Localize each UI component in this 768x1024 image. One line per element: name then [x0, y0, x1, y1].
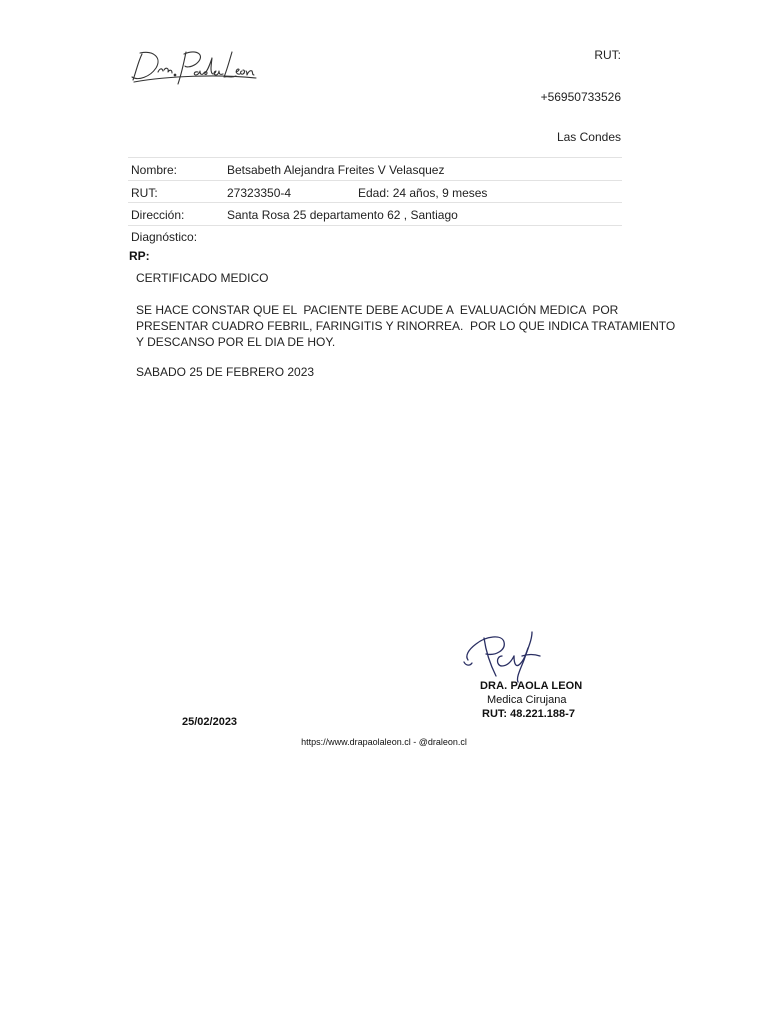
table-divider [128, 225, 622, 226]
header-city: Las Condes [556, 130, 621, 144]
certificate-title: CERTIFICADO MEDICO [136, 271, 269, 285]
patient-address-label: Dirección: [131, 208, 185, 222]
signature-logo-icon [128, 44, 260, 88]
header-rut-label: RUT: [594, 48, 621, 62]
certificate-line-2: PRESENTAR CUADRO FEBRIL, FARINGITIS Y RINORREA. POR LO QUE INDICA TRATAMIENTO [136, 319, 676, 333]
footer-date: 25/02/2023 [182, 716, 238, 728]
table-divider [128, 202, 622, 203]
doctor-signature-logo [128, 44, 260, 88]
table-divider [128, 157, 622, 158]
patient-rut-label: RUT: [131, 186, 158, 200]
certificate-line-1: SE HACE CONSTAR QUE EL PACIENTE DEBE ACUDE A EVALUACIÓN MEDICA POR [136, 303, 619, 317]
stamp-doctor-name: DRA. PAOLA LEON [480, 680, 583, 692]
stamp-doctor-rut: RUT: 48.221.188-7 [482, 708, 575, 720]
certificate-date-line: SABADO 25 DE FEBRERO 2023 [136, 365, 315, 379]
footer-links: https://www.drapaolaleon.cl - @draleon.cl [301, 737, 467, 747]
patient-rut-value: 27323350-4 [227, 186, 292, 200]
patient-diagnosis-label: Diagnóstico: [131, 230, 198, 244]
patient-address-value: Santa Rosa 25 departamento 62 , Santiago [227, 208, 458, 222]
table-divider [128, 180, 622, 181]
certificate-line-3: Y DESCANSO POR EL DIA DE HOY. [136, 335, 336, 349]
patient-name-label: Nombre: [131, 163, 178, 177]
header-phone: +56950733526 [540, 90, 621, 104]
patient-name-value: Betsabeth Alejandra Freites V Velasquez [227, 163, 445, 177]
rp-label: RP: [129, 249, 150, 263]
stamp-doctor-title: Medica Cirujana [487, 694, 567, 706]
patient-age: Edad: 24 años, 9 meses [358, 186, 488, 200]
